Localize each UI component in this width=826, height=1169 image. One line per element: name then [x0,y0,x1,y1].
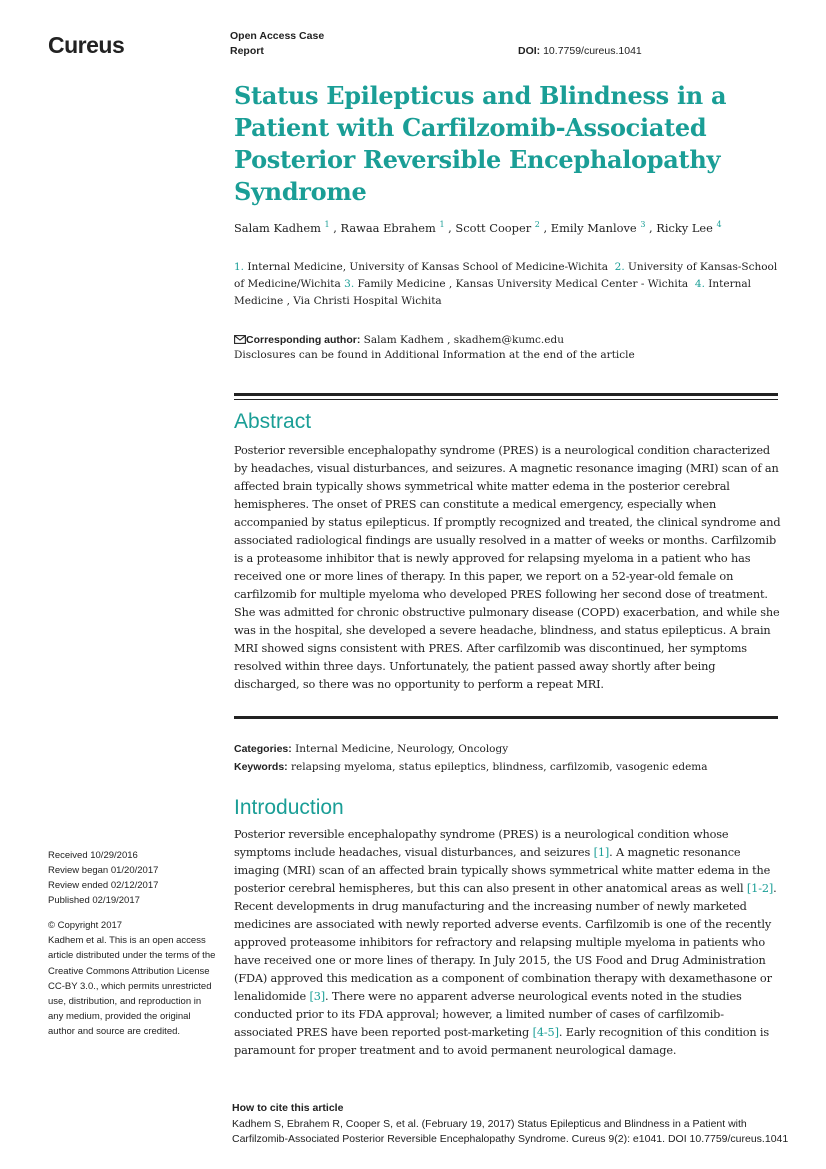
citation-link[interactable]: [3] [309,990,326,1003]
keywords [234,758,708,776]
citation-heading: How to cite this article [232,1102,344,1114]
author[interactable]: Salam Kadhem [234,220,321,235]
doi [518,44,642,59]
introduction-heading: Introduction [234,796,344,819]
intro-sentence: . There were no apparent adverse neurological events noted in the studies conducted prior to its FDA approval; however, a limited number of cases of carfilzomib-associated PRES have been reported post-marketing [234,990,742,1039]
citation-text: Kadhem S, Ebrahem R, Cooper S, et al. (February 19, 2017) Status Epilepticus and Blindness in a Patient with Carfilzomib-Associated Posterior Reversible Encephalopathy Syndrome. Cureus 9(2): e1041. DOI 10.7759/cureus.1041 [232,1118,789,1145]
section-divider [234,393,778,396]
envelope-icon [234,335,246,344]
affil-number: 2. [614,261,625,273]
citation-link[interactable]: [4-5] [532,1026,559,1039]
abstract-heading: Abstract [234,410,312,433]
author-affil-sup[interactable]: 2 [534,220,540,229]
review-ended-date: Review ended 02/12/2017 [48,880,159,891]
section-divider [234,716,778,719]
author[interactable]: Emily Manlove [550,220,637,235]
author-list: Salam Kadhem $^1$ , Rawaa Ebrahem $^1$ , Scott Cooper $^2$ , Emily Manlove $^3$ , Ricky Lee $^4$ [234,220,722,235]
corresponding-author [234,332,564,349]
affil-number: 4. [694,278,705,290]
affiliations [234,259,784,310]
author-affil-sup[interactable]: 1 [324,220,330,229]
copyright-block [48,918,218,1040]
section-divider-thin [234,399,778,400]
intro-sentence: . A magnetic resonance imaging (MRI) scan of an affected brain typically shows symmetrical white matter edema in the posterior cerebral hemispheres, but this can also present in other anatomical areas as well [234,846,771,895]
doi-value[interactable]: 10.7759/cureus.1041 [543,45,642,57]
affil-text: Family Medicine , Kansas University Medical Center - Wichita [357,278,689,290]
license-text: Kadhem et al. This is an open access article distributed under the terms of the Creative Commons Attribution License CC-BY 3.0., which permits unrestricted use, distribution, and reproduction in any medium, provided the original author and source are credited. [48,935,216,1038]
keywords-value: relapsing myeloma, status epileptics, blindness, carfilzomib, vasogenic edema [291,761,708,773]
doi-label: DOI: [518,45,541,57]
affil-text: Internal Medicine, University of Kansas School of Medicine-Wichita [247,261,608,273]
disclosures-note: Disclosures can be found in Additional Information at the end of the article [234,349,635,361]
keywords-label: Keywords: [234,761,288,773]
categories-value[interactable]: Internal Medicine, Neurology, Oncology [295,743,509,755]
author-affil-sup[interactable]: 4 [716,220,722,229]
copyright-line: © Copyright 2017 [48,920,123,931]
corresponding-value[interactable]: Salam Kadhem , skadhem@kumc.edu [363,334,564,346]
author[interactable]: Scott Cooper [455,220,532,235]
affil-text: Internal Medicine , Via Christi Hospital Wichita [234,278,752,307]
categories-label: Categories: [234,743,292,755]
received-date: Received 10/29/2016 [48,850,138,861]
affil-text: University of Kansas-School of Medicine/Wichita [234,261,778,290]
affil-number: 3. [344,278,355,290]
intro-sentence: Posterior reversible encephalopathy syndrome (PRES) is a neurological condition whose symptoms include headaches, visual disturbances, and seizures [234,828,729,859]
abstract-text: Posterior reversible encephalopathy syndrome (PRES) is a neurological condition characterized by headaches, visual disturbances, and seizures. A magnetic resonance imaging (MRI) scan of an affected brain typically shows symmetrical white matter edema in the posterior cerebral hemispheres. The onset of PRES can constitute a medical emergency, especially when accompanied by status epilepticus. If promptly recognized and treated, the clinical syndrome and associated radiological findings are usually resolved in a matter of weeks or months. Carfilzomib is a proteasome inhibitor that is newly approved for relapsing myeloma in a patient who has received one or more lines of therapy. In this paper, we report on a 52-year-old female on carfilzomib for multiple myeloma who developed PRES following her second dose of treatment. She was admitted for chronic obstructive pulmonary disease (COPD) exacerbation, and while she was in the hospital, she developed a severe headache, blindness, and status epilepticus. A brain MRI showed signs consistent with PRES. After carfilzomib was discontinued, her symptoms resolved within three days. Unfortunately, the patient passed away shortly after being discharged, so there was no opportunity to perform a repeat MRI. [234,444,781,691]
citation-link[interactable]: [1-2] [746,882,774,895]
intro-sentence: . Recent developments in drug manufacturing and the increasing number of newly marketed medicines are associated with newly reported adverse events. Carfilzomib is one of the recently approved proteasome inhibitors for refractory and relapsing multiple myeloma in patients who have received one or more lines of therapy. In July 2015, the US Food and Drug Administration (FDA) approved this medication as a component of combination therapy with dexamethasone or lenalidomide [234,882,777,1003]
article-type: Open Access Case Report [230,30,325,57]
journal-logo: Cureus [48,32,125,58]
introduction-text [234,826,782,1060]
corresponding-label: Corresponding author: [246,334,361,346]
author[interactable]: Rawaa Ebrahem [340,220,436,235]
author[interactable]: Ricky Lee [656,220,713,235]
citation-link[interactable]: [1] [593,846,610,859]
author-affil-sup[interactable]: 1 [439,220,445,229]
author-affil-sup[interactable]: 3 [640,220,646,229]
article-title: Status Epilepticus and Blindness in a Patient with Carfilzomib-Associated Posterior Reversible Encephalopathy Syndrome [234,81,727,206]
categories [234,740,508,758]
published-date: Published 02/19/2017 [48,895,140,906]
intro-sentence: . Early recognition of this condition is paramount for proper treatment and to avoid permanent neurological damage. [234,1026,770,1057]
affil-number: 1. [234,261,245,273]
publication-dates [48,848,218,908]
review-began-date: Review began 01/20/2017 [48,865,159,876]
